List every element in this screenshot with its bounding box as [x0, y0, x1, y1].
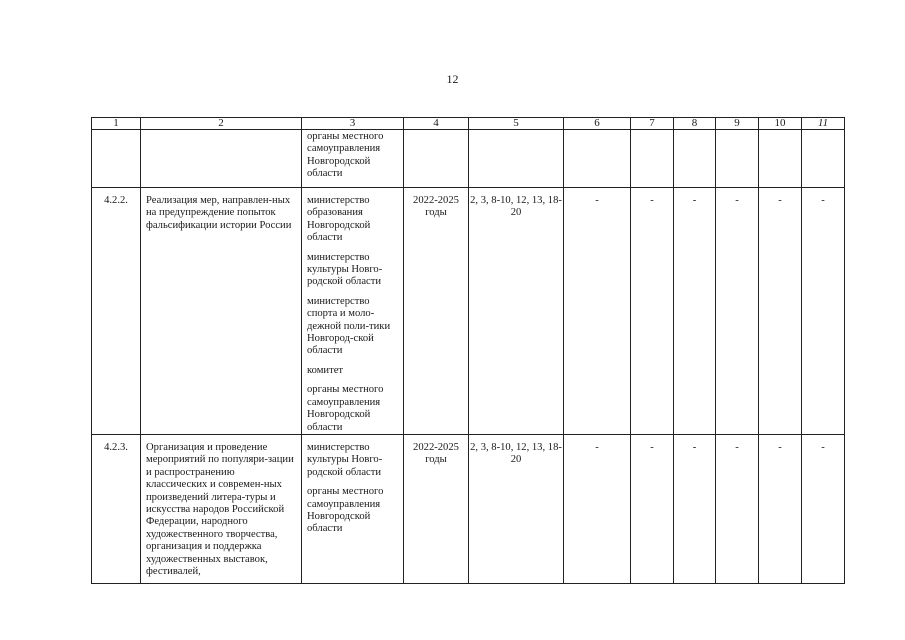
value-cell: - — [759, 188, 802, 435]
table-row — [92, 188, 845, 435]
column-number: 9 — [716, 118, 759, 130]
executor-org: органы местного самоуправления Новгородской области — [307, 131, 384, 180]
table-row — [92, 434, 845, 583]
continuation-row — [92, 130, 845, 188]
program-table — [91, 117, 845, 584]
value-cell: - — [631, 434, 674, 583]
column-number: 6 — [564, 118, 631, 130]
column-number: 1 — [92, 118, 141, 130]
executor-org: органы местного самоуправления Новгородской области — [307, 384, 384, 433]
column-number-row — [92, 118, 845, 130]
period-cell: 2022-2025 годы — [404, 188, 469, 435]
value-cell: - — [802, 434, 845, 583]
executor-cell — [302, 188, 404, 435]
value-cell: - — [716, 434, 759, 583]
executor-org: органы местного самоуправления Новгородской области — [307, 486, 384, 535]
value-cell: - — [759, 434, 802, 583]
page-number: 12 — [446, 72, 459, 86]
period-cell: 2022-2025 годы — [404, 434, 469, 583]
column-number: 5 — [469, 118, 564, 130]
item-number: 4.2.3. — [92, 434, 141, 583]
column-number: 4 — [404, 118, 469, 130]
executor-org: комитет — [307, 364, 344, 376]
executor-cell — [302, 130, 404, 188]
column-number: 3 — [302, 118, 404, 130]
value-cell: - — [674, 434, 716, 583]
indicators-cell: 2, 3, 8-10, 12, 13, 18-20 — [469, 188, 564, 435]
column-number: 7 — [631, 118, 674, 130]
item-name: Организация и проведение мероприятий по популяри-зации и распространению классических и современ-ных произведений литера-туры и искусства народов Российской Федерации, народного художественного творчества, организация и поддержка художественных выставок, фестивалей, — [146, 441, 294, 577]
column-number: 10 — [759, 118, 802, 130]
item-name-cell — [141, 434, 302, 583]
executor-cell — [302, 434, 404, 583]
value-cell: - — [564, 434, 631, 583]
value-cell: - — [631, 188, 674, 435]
column-number: 8 — [674, 118, 716, 130]
executor-org: министерство культуры Новго-родской области — [307, 441, 383, 478]
column-number: 2 — [141, 118, 302, 130]
item-name: Реализация мер, направлен-ных на предупреждение попыток фальсификации истории России — [141, 188, 302, 435]
executor-org: министерство спорта и моло-дежной поли-тики Новгород-ской области — [307, 295, 391, 357]
value-cell: - — [674, 188, 716, 435]
value-cell: - — [716, 188, 759, 435]
executor-org: министерство образования Новгородской области — [307, 195, 371, 244]
executor-org: министерство культуры Новго-родской области — [307, 251, 383, 288]
value-cell: - — [802, 188, 845, 435]
item-number: 4.2.2. — [92, 188, 141, 435]
indicators-cell: 2, 3, 8-10, 12, 13, 18-20 — [469, 434, 564, 583]
column-number: 11 — [802, 118, 845, 130]
value-cell: - — [564, 188, 631, 435]
